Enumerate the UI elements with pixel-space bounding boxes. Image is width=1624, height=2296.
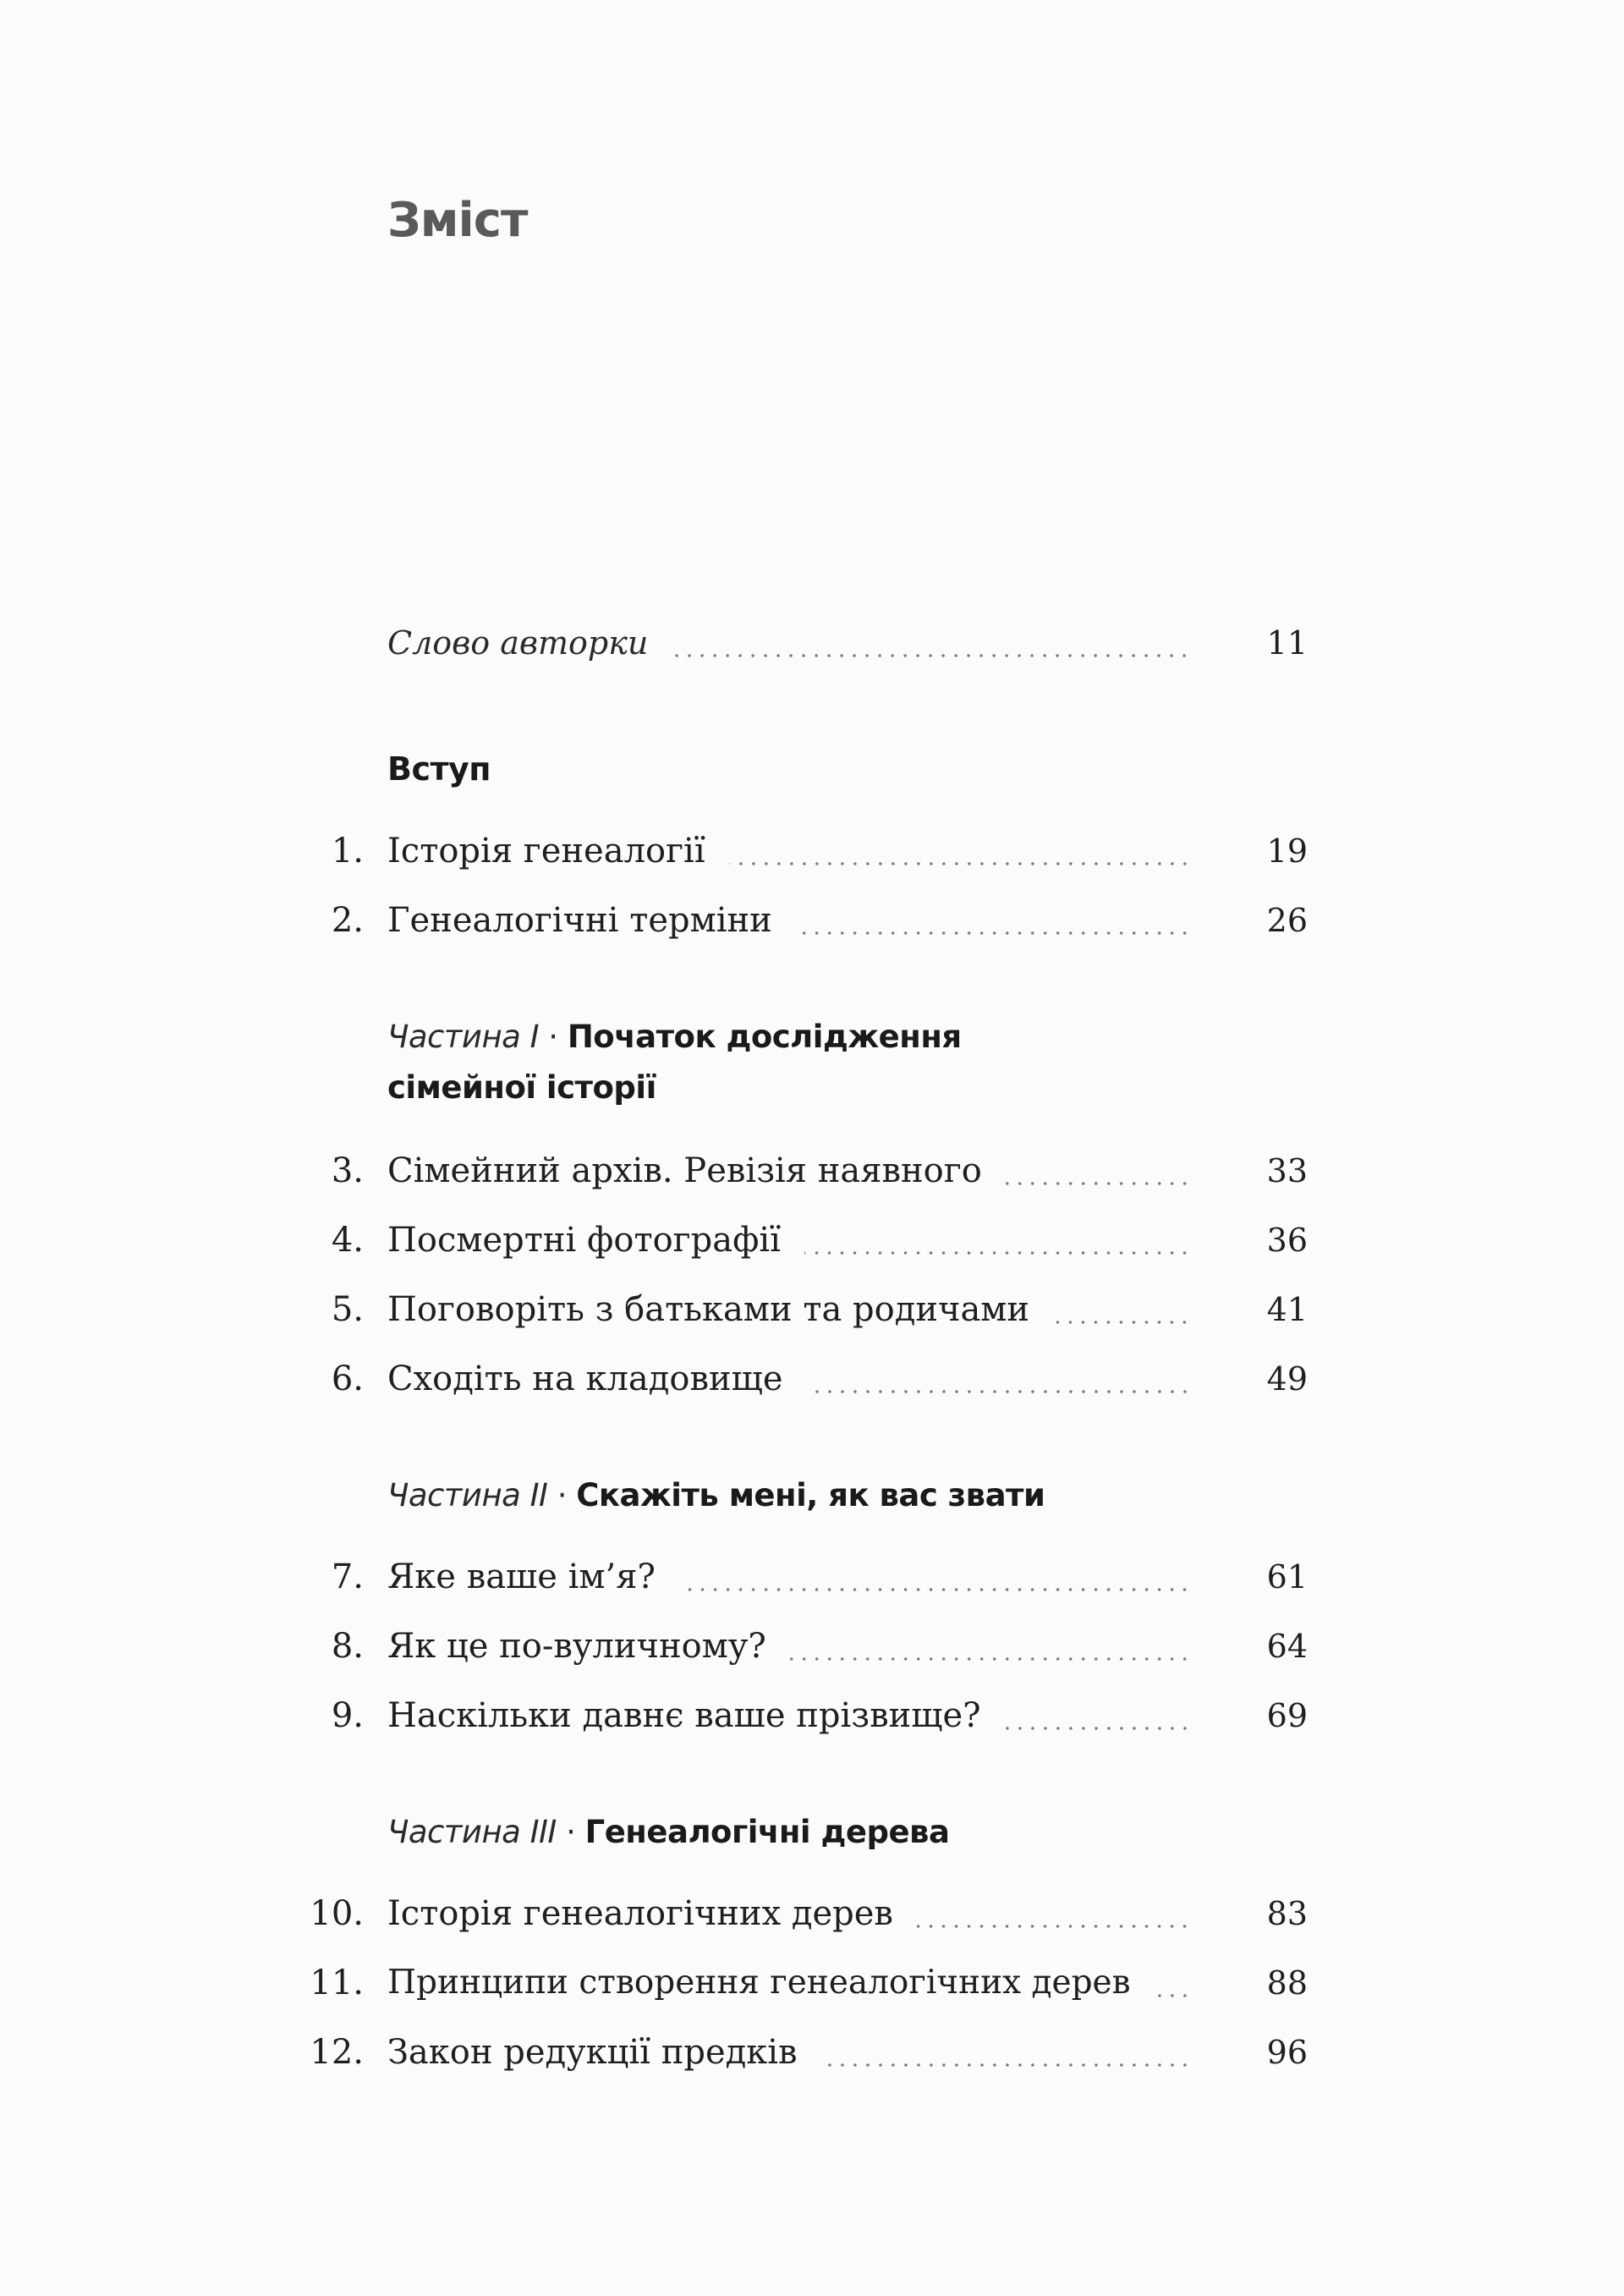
toc-entry[interactable] xyxy=(0,1621,1624,1672)
dot-leader xyxy=(729,826,1191,876)
entry-title: Історія генеалогічних дерев xyxy=(387,1894,893,1933)
entry-number: 1. xyxy=(331,832,364,871)
toc-entry[interactable] xyxy=(0,1145,1624,1196)
entry-number: 2. xyxy=(331,901,364,940)
dot-leader xyxy=(790,1621,1191,1672)
toc-entry[interactable] xyxy=(0,1215,1624,1266)
dot-leader xyxy=(679,1552,1191,1602)
part-separator: · xyxy=(547,1477,577,1513)
entry-title: Закон редукції предків xyxy=(387,2033,798,2072)
toc-entry[interactable] xyxy=(0,1284,1624,1335)
toc-entry[interactable] xyxy=(0,1888,1624,1939)
part-label: Частина I xyxy=(387,1019,540,1055)
dot-leader xyxy=(796,895,1191,946)
entry-page-number: 96 xyxy=(1266,2034,1308,2071)
entry-page-number: 11 xyxy=(1266,624,1308,662)
entry-number: 10. xyxy=(310,1894,364,1933)
entry-page-number: 69 xyxy=(1266,1697,1308,1734)
part-heading-1 xyxy=(387,1012,1149,1113)
dot-leader xyxy=(1005,1690,1191,1741)
part-name: Скажіть мені, як вас звати xyxy=(576,1477,1045,1513)
entry-page-number: 33 xyxy=(1266,1152,1308,1189)
entry-title: Принципи створення генеалогічних дерев xyxy=(387,1964,1131,2002)
entry-number: 4. xyxy=(331,1221,364,1260)
dot-leader xyxy=(1053,1284,1191,1335)
entry-number: 12. xyxy=(310,2033,364,2072)
entry-page-number: 83 xyxy=(1266,1895,1308,1932)
part-separator: · xyxy=(556,1814,585,1850)
part-name: Генеалогічні дерева xyxy=(584,1814,950,1850)
entry-title: Яке ваше ім’я? xyxy=(387,1557,656,1596)
entry-title: Посмертні фотографії xyxy=(387,1221,781,1260)
entry-title: Генеалогічні терміни xyxy=(387,901,772,940)
entry-page-number: 41 xyxy=(1266,1291,1308,1328)
part-separator: · xyxy=(539,1019,568,1055)
toc-entry[interactable] xyxy=(0,1958,1624,2008)
entry-title: Сходіть на кладовище xyxy=(387,1359,783,1398)
dot-leader xyxy=(1155,1958,1191,2008)
entry-number: 8. xyxy=(331,1627,364,1666)
entry-title: Сімейний архів. Ревізія наявного xyxy=(387,1151,982,1190)
part-name: Початок дослідження xyxy=(567,1019,962,1055)
entry-page-number: 26 xyxy=(1266,902,1308,939)
dot-leader xyxy=(1006,1145,1191,1196)
entry-page-number: 61 xyxy=(1266,1558,1308,1596)
part-heading-2 xyxy=(387,1470,1149,1521)
section-heading-intro: Вступ xyxy=(387,750,491,788)
toc-entry-preface[interactable] xyxy=(0,618,1624,668)
entry-page-number: 19 xyxy=(1266,832,1308,870)
part-label: Частина III xyxy=(387,1814,557,1850)
entry-number: 7. xyxy=(331,1557,364,1596)
entry-page-number: 64 xyxy=(1266,1628,1308,1665)
dot-leader xyxy=(821,2027,1191,2078)
entry-title: Як це по-вуличному? xyxy=(387,1627,766,1666)
entry-number: 5. xyxy=(331,1290,364,1329)
dot-leader xyxy=(807,1354,1191,1404)
part-name-line2: сімейної історії xyxy=(387,1069,656,1106)
entry-number: 9. xyxy=(331,1696,364,1735)
entry-page-number: 88 xyxy=(1266,1964,1308,2002)
entry-page-number: 49 xyxy=(1266,1360,1308,1398)
entry-title: Слово авторки xyxy=(387,624,649,662)
entry-number: 11. xyxy=(310,1964,364,2002)
toc-entry[interactable] xyxy=(0,1354,1624,1404)
part-heading-3 xyxy=(387,1807,1149,1858)
page-title: Зміст xyxy=(387,193,528,248)
toc-entry[interactable] xyxy=(0,1690,1624,1741)
entry-title: Поговоріть з батьками та родичами xyxy=(387,1290,1030,1329)
entry-title: Історія генеалогії xyxy=(387,832,705,871)
part-label: Частина II xyxy=(387,1477,548,1513)
toc-entry[interactable] xyxy=(0,826,1624,876)
toc-entry[interactable] xyxy=(0,1552,1624,1602)
dot-leader xyxy=(672,618,1191,668)
dot-leader xyxy=(804,1215,1191,1266)
entry-number: 3. xyxy=(331,1151,364,1190)
entry-page-number: 36 xyxy=(1266,1222,1308,1259)
dot-leader xyxy=(917,1888,1191,1939)
entry-number: 6. xyxy=(331,1359,364,1398)
toc-entry[interactable] xyxy=(0,895,1624,946)
entry-title: Наскільки давнє ваше прізвище? xyxy=(387,1696,981,1735)
toc-entry[interactable] xyxy=(0,2027,1624,2078)
